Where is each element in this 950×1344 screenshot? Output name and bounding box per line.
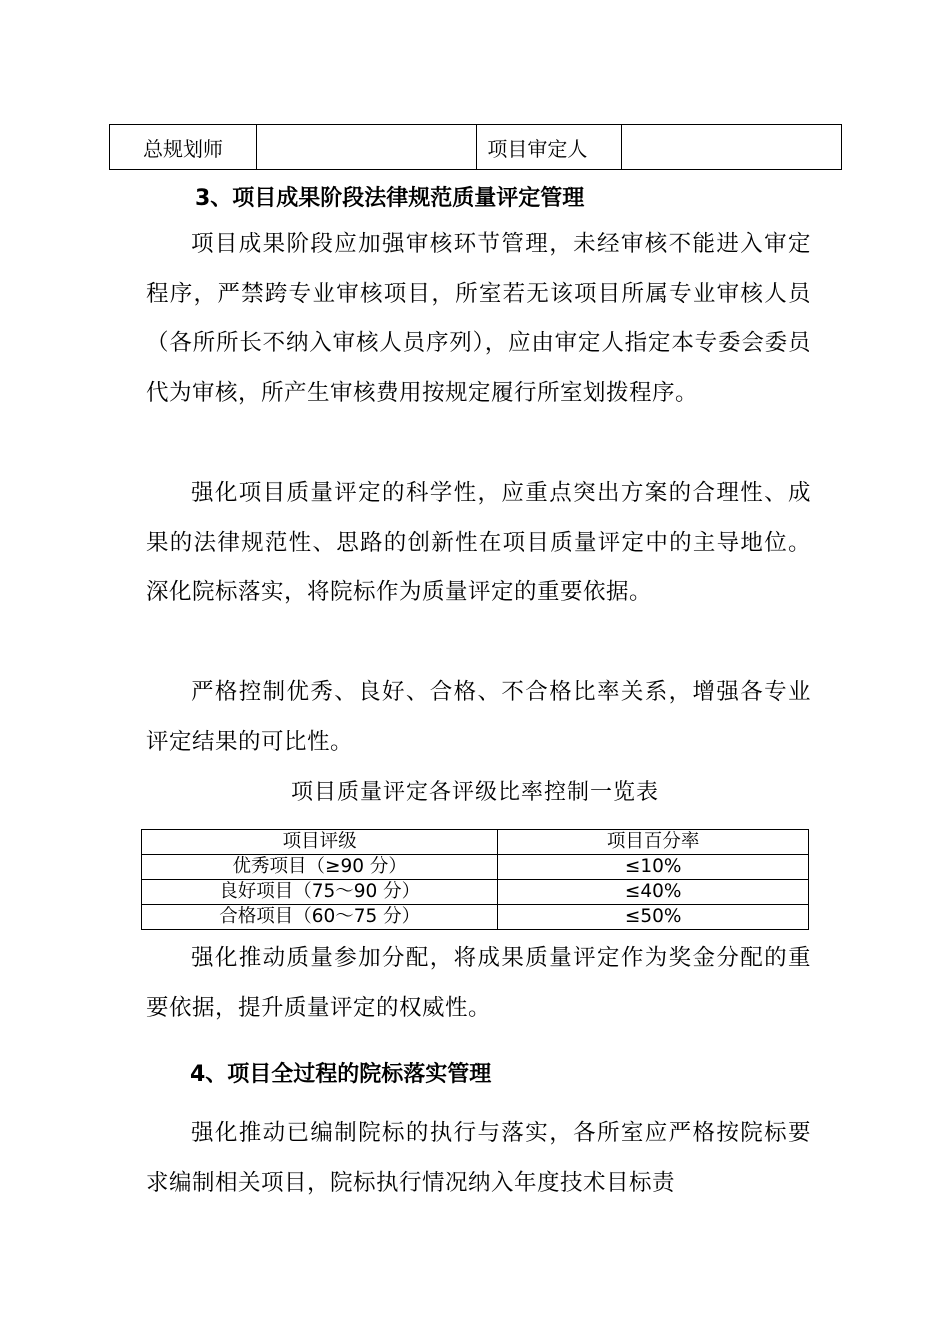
section-4-heading: 4、项目全过程的院标落实管理 xyxy=(190,1062,492,1087)
chief-planner-value xyxy=(256,125,476,170)
rating-ratio-table xyxy=(141,829,809,930)
column-header-percentage: 项目百分率 xyxy=(498,830,809,855)
approver-label: 项目审定人 xyxy=(477,125,621,170)
table-cell: ≤50% xyxy=(498,905,809,930)
section-4-paragraph-1: 强化推动已编制院标的执行与落实，各所室应严格按院标要求编制相关项目，院标执行情况纳入年度技术目标责 xyxy=(146,1120,811,1196)
section-3-paragraph-1: 项目成果阶段应加强审核环节管理，未经审核不能进入审定程序，严禁跨专业审核项目，所室若无该项目所属专业审核人员（各所所长不纳入审核人员序列），应由审定人指定本专委会委员代为审核，所产生审核费用按规定履行所室划拨程序。 xyxy=(146,231,811,406)
section-3-paragraph-4: 强化推动质量参加分配，将成果质量评定作为奖金分配的重要依据，提升质量评定的权威性。 xyxy=(146,945,811,1021)
table-cell: ≤10% xyxy=(498,855,809,880)
section-3-paragraph-2: 强化项目质量评定的科学性，应重点突出方案的合理性、成果的法律规范性、思路的创新性在项目质量评定中的主导地位。深化院标落实，将院标作为质量评定的重要依据。 xyxy=(146,480,811,605)
approver-value xyxy=(621,125,841,170)
table-cell: 优秀项目（≥90 分） xyxy=(142,855,498,880)
table-cell: 良好项目（75～90 分） xyxy=(142,880,498,905)
column-header-rating: 项目评级 xyxy=(142,830,498,855)
table-cell: 合格项目（60～75 分） xyxy=(142,905,498,930)
section-3-paragraph-3: 严格控制优秀、良好、合格、不合格比率关系，增强各专业评定结果的可比性。 xyxy=(146,679,811,755)
table-caption: 项目质量评定各评级比率控制一览表 xyxy=(290,780,659,805)
signature-table xyxy=(109,124,842,170)
table-row xyxy=(142,880,809,905)
chief-planner-label: 总规划师 xyxy=(110,125,257,170)
table-row xyxy=(142,855,809,880)
section-3-heading: 3、项目成果阶段法律规范质量评定管理 xyxy=(195,186,585,211)
table-row xyxy=(110,125,842,170)
table-row xyxy=(142,905,809,930)
table-header-row xyxy=(142,830,809,855)
table-cell: ≤40% xyxy=(498,880,809,905)
